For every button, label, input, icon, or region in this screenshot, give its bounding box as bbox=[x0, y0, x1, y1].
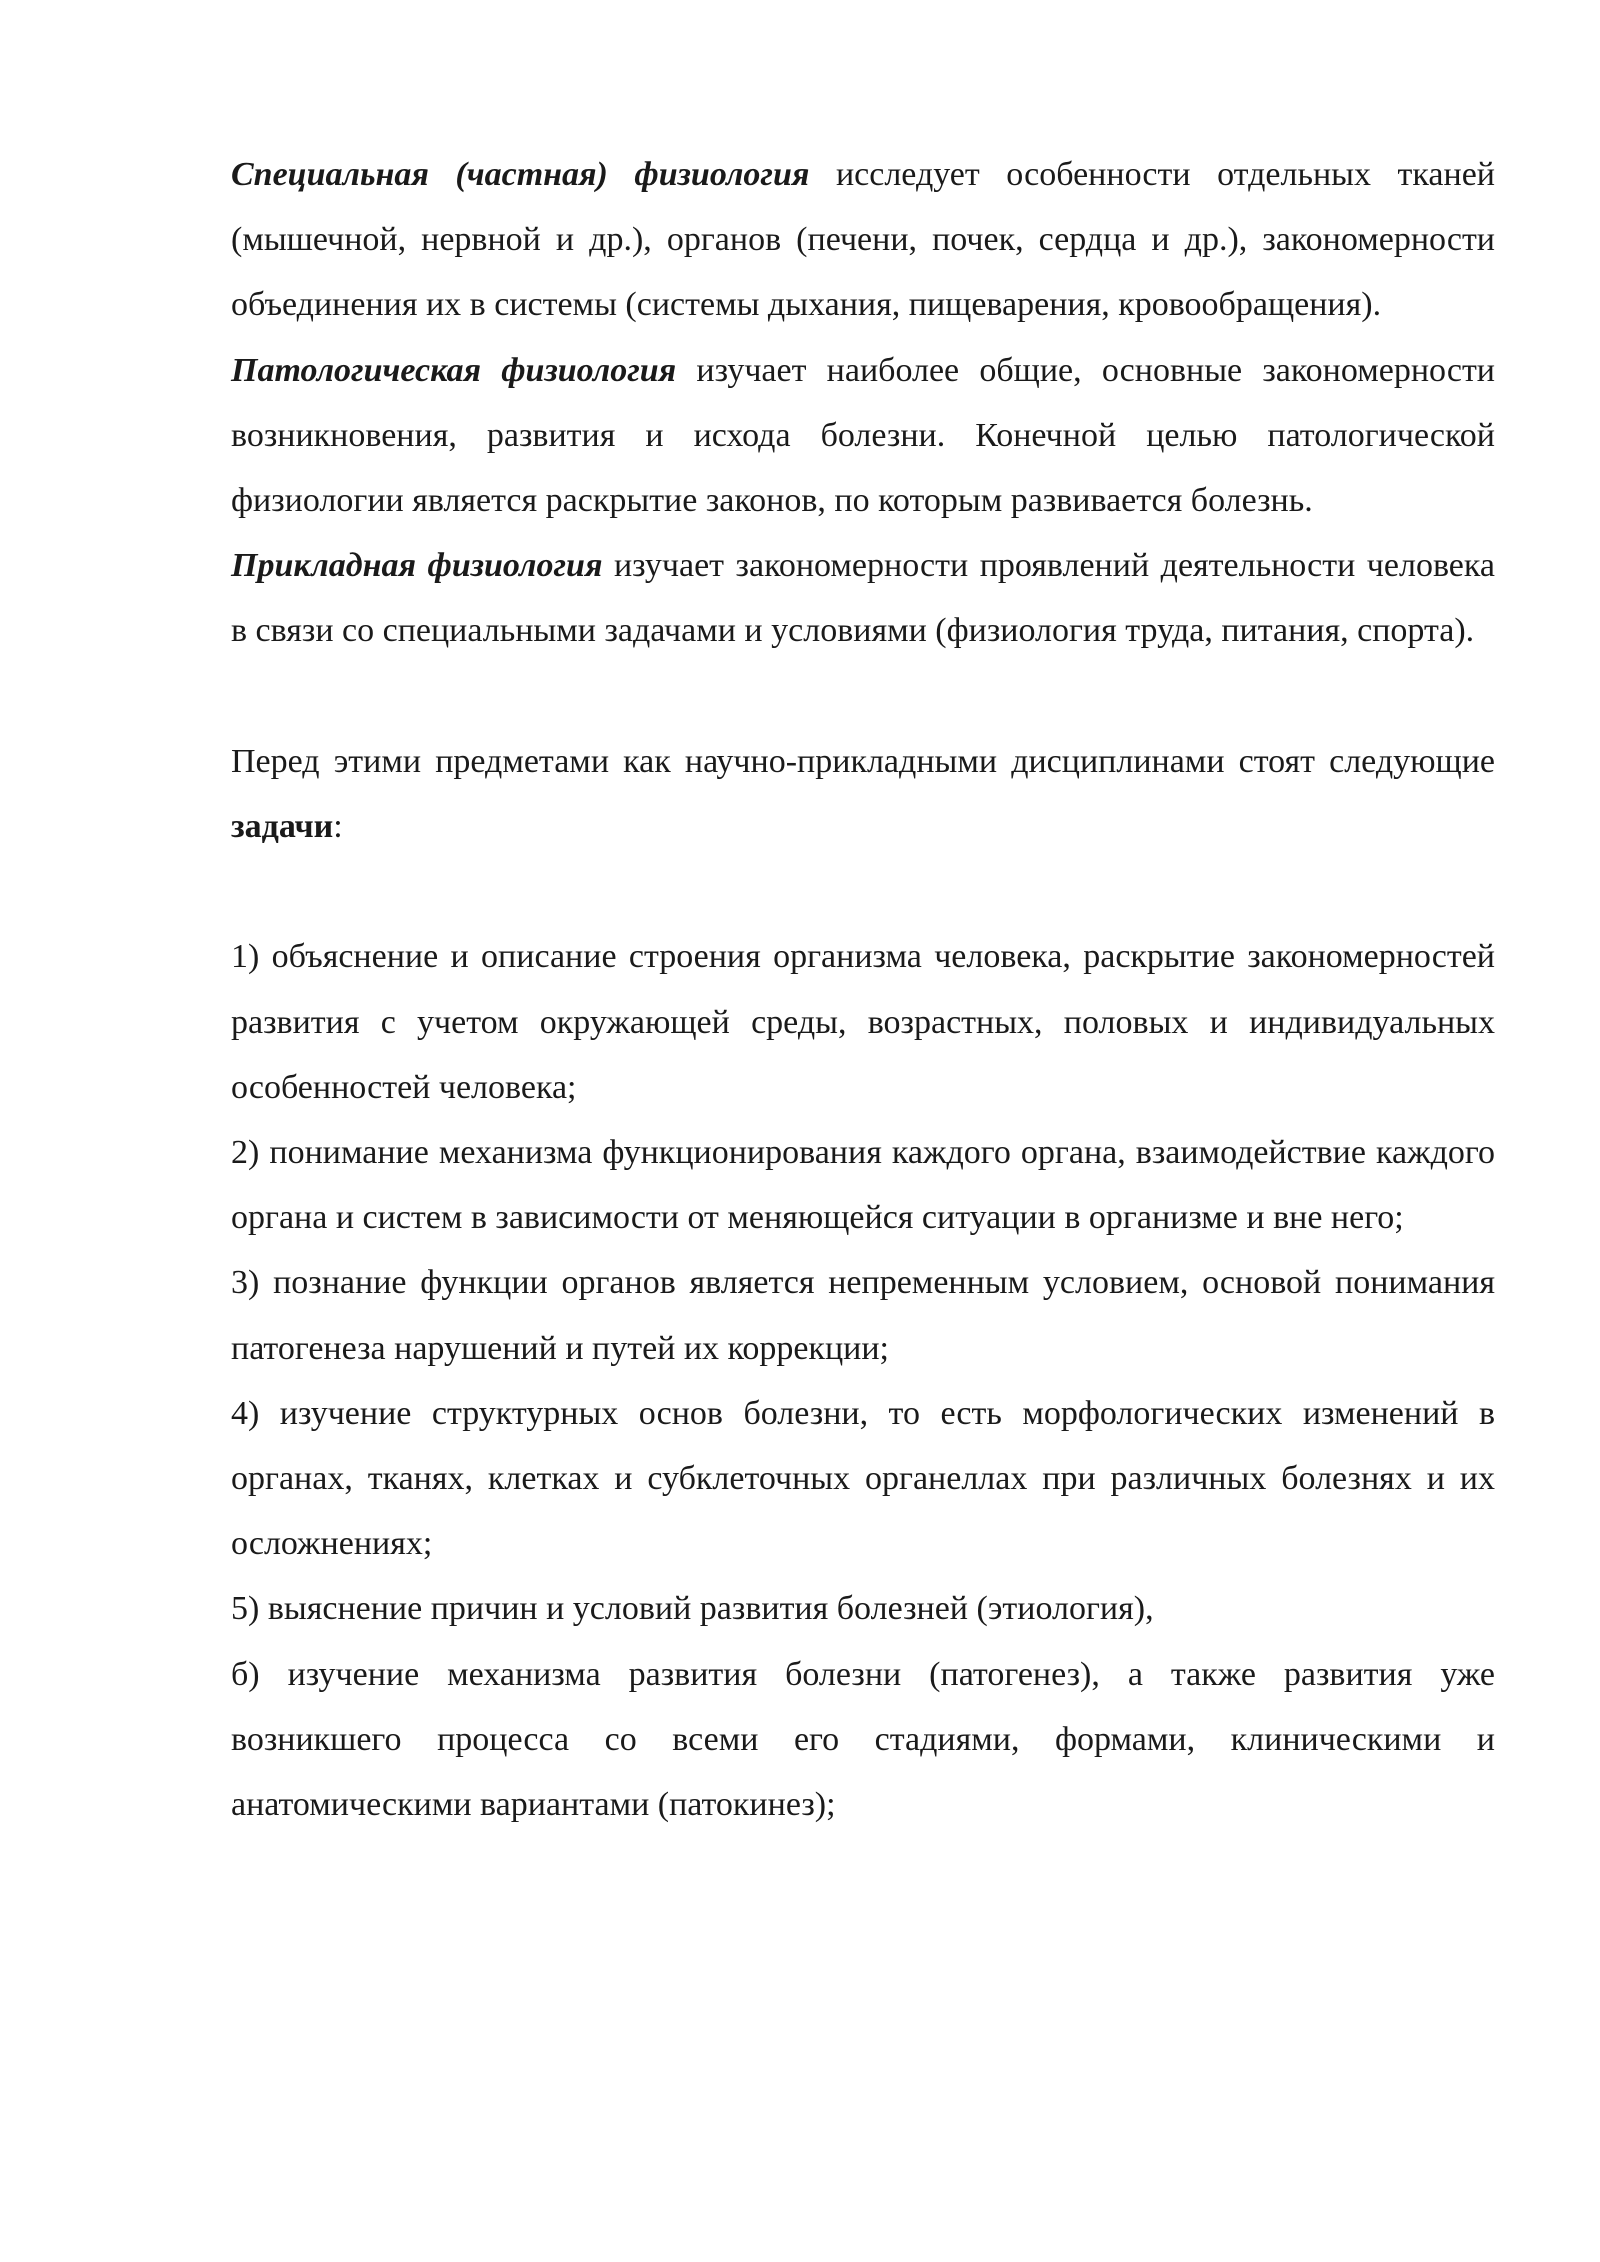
paragraph-applied-text: изучает закономерности проявлений деятельности человека в связи со специальными задачами и условиями (физиология труда, питания, спорта). bbox=[231, 547, 1495, 650]
task-item-5: 5) выяснение причин и условий развития болезней (этиология), bbox=[231, 1590, 1154, 1628]
paragraph-special-text: исследует особенности отдельных тканей (мышечной, нервной и др.), органов (печени, почек, сердца и др.), закономерности объединения их в системы (системы дыхания, пищеварения, кровообращения). bbox=[231, 156, 1495, 324]
task-item-2: 2) понимание механизма функционирования каждого органа, взаимодействие каждого органа и систем в зависимости от меняющейся ситуации в организме и вне него; bbox=[231, 1134, 1495, 1237]
task-item-1: 1) объяснение и описание строения организма человека, раскрытие закономерностей развития с учетом окружающей среды, возрастных, половых и индивидуальных особенностей человека; bbox=[231, 938, 1495, 1106]
tasks-intro-text: Перед этими предметами как научно-прикладными дисциплинами стоят следующие bbox=[231, 742, 1495, 780]
document-page bbox=[231, 142, 1495, 1837]
tasks-intro-colon: : bbox=[333, 808, 343, 846]
term-pathological-physiology: Патологическая физиология bbox=[231, 351, 677, 389]
paragraph-tasks-intro bbox=[231, 729, 1495, 859]
task-item-3: 3) познание функции органов является непременным условием, основой понимания патогенеза нарушений и путей их коррекции; bbox=[231, 1264, 1495, 1367]
term-special-physiology: Специальная (частная) физиология bbox=[231, 156, 810, 193]
paragraph-applied-physiology bbox=[231, 533, 1495, 663]
task-item-6: б) изучение механизма развития болезни (патогенез), а также развития уже возникшего процесса со всеми его стадиями, формами, клиническими и анатомическими вариантами (патокинез); bbox=[231, 1655, 1495, 1824]
paragraph-pathological-text: изучает наиболее общие, основные закономерности возникновения, развития и исхода болезни. Конечной целью патологической физиологии является раскрытие законов, по которым развивается болезнь. bbox=[231, 351, 1496, 520]
paragraph-special-physiology bbox=[231, 142, 1495, 338]
term-applied-physiology: Прикладная физиология bbox=[231, 547, 603, 585]
blank-line bbox=[231, 859, 1495, 924]
tasks-intro-keyword: задачи bbox=[231, 808, 334, 846]
paragraph-pathological-physiology bbox=[231, 338, 1495, 534]
blank-line bbox=[231, 664, 1495, 729]
task-item-4: 4) изучение структурных основ болезни, то есть морфологических изменений в органах, тканях, клетках и субклеточных органеллах при различных болезнях и их осложнениях; bbox=[231, 1394, 1495, 1563]
